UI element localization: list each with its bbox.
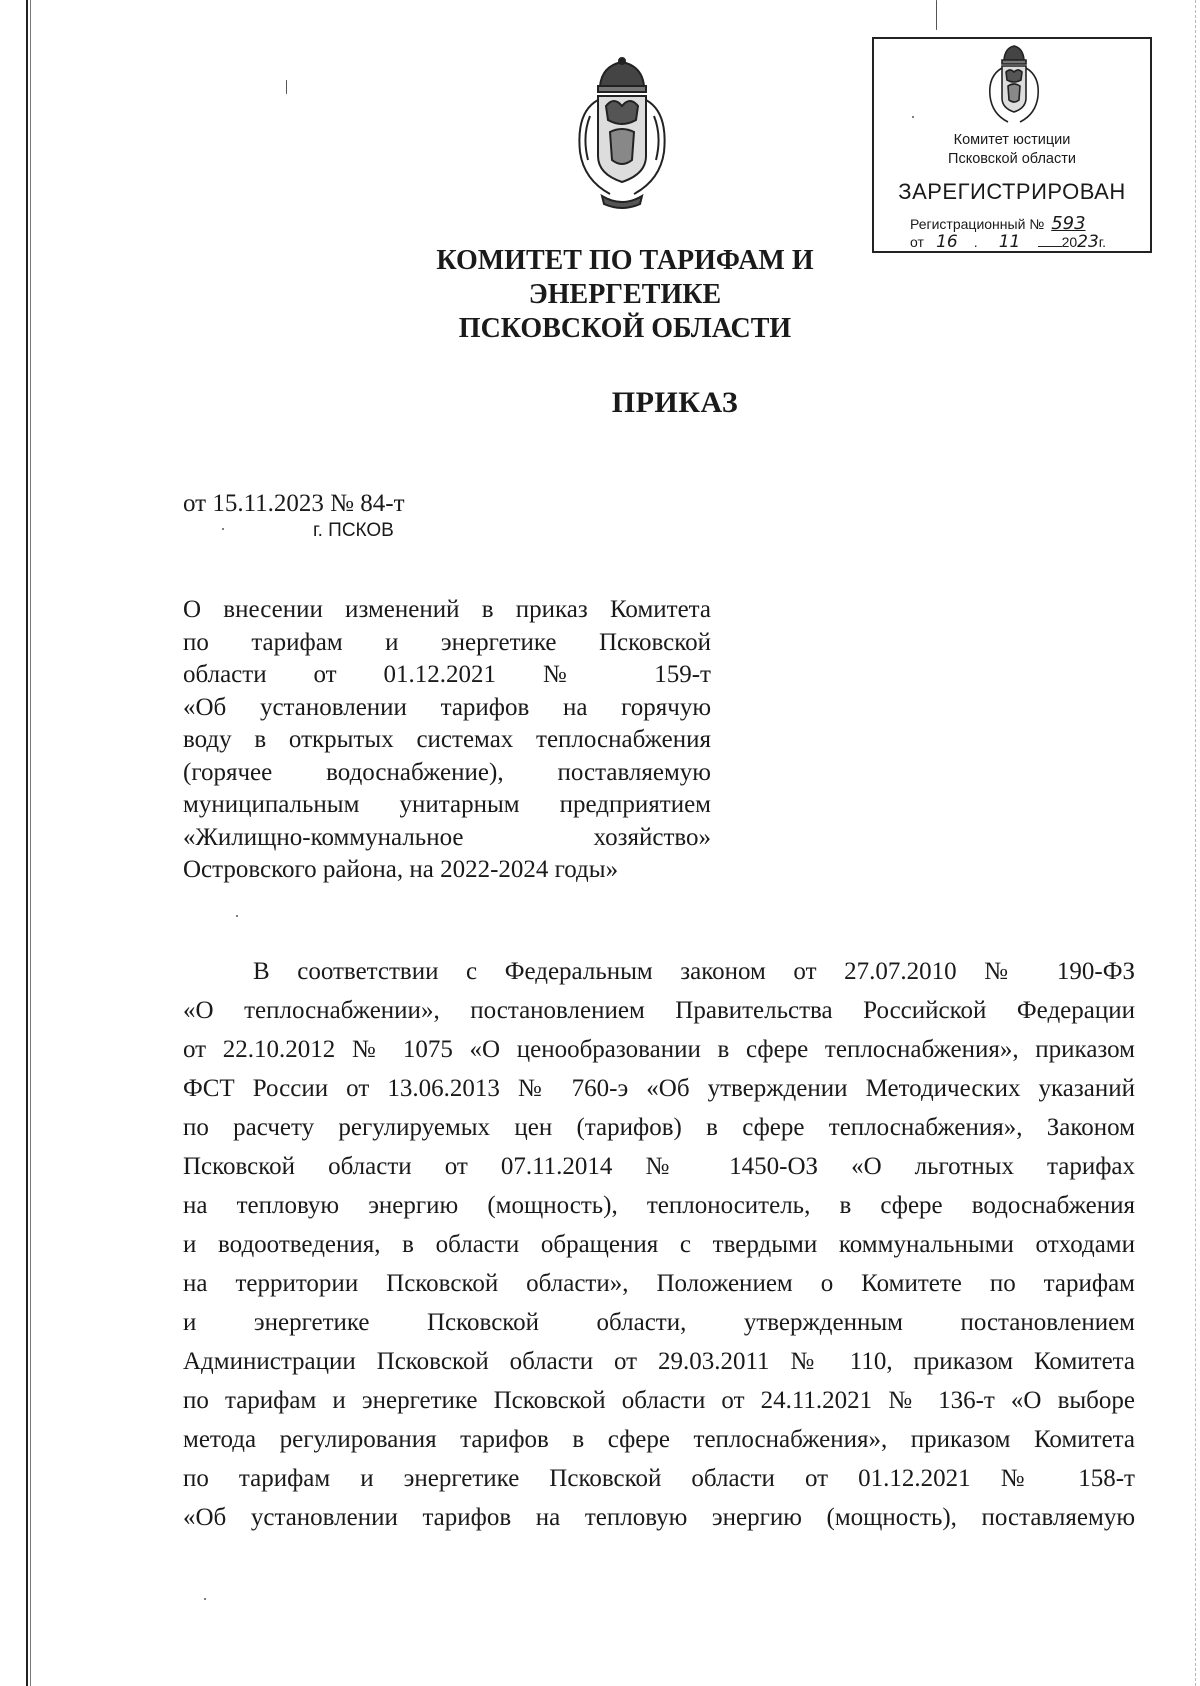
scan-speck (286, 80, 287, 94)
body-line: Администрации Псковской области от 29.03.2011 № 110, приказом Комитета (183, 1348, 1135, 1375)
stamp-reg-number-handwritten: 593 (1051, 213, 1086, 234)
stamp-date-year-prefix: 20 (1061, 234, 1078, 250)
body-line: от 22.10.2012 № 1075 «О ценообразовании в сфере теплоснабжения», приказом (183, 1036, 1135, 1063)
subject-line: (горячее водоснабжение), поставляемую (183, 758, 711, 786)
stamp-date-prefix: от (910, 234, 924, 250)
body-line: «Об установлении тарифов на тепловую энергию (мощность), поставляемую (183, 1504, 1135, 1531)
stamp-registration-number (910, 213, 1086, 234)
subject-line: «Об установлении тарифов на горячую (183, 693, 711, 721)
stamp-org-line-1: Комитет юстиции (953, 132, 1071, 148)
organization-line-2: ПСКОВСКОЙ ОБЛАСТИ (458, 313, 792, 344)
subject-line: муниципальным унитарным предприятием (183, 791, 711, 818)
scan-speck (222, 528, 224, 530)
subject-line: Островского района, на 2022-2024 годы» (183, 856, 619, 883)
body-line: и энергетике Псковской области, утвержденным постановлением (183, 1309, 1135, 1336)
scan-left-border-inner (30, 0, 31, 1686)
scan-speck (936, 0, 937, 30)
document-body (183, 952, 1135, 1537)
subject-line: «Жилищно-коммунальное хозяйство» (183, 823, 711, 851)
body-line: по тарифам и энергетике Псковской области от 01.12.2021 № 158-т (183, 1465, 1135, 1492)
body-line: «О теплоснабжении», постановлением Правительства Российской Федерации (183, 997, 1135, 1024)
registration-stamp (872, 37, 1152, 253)
coat-of-arms-emblem (562, 56, 682, 212)
subject-line: по тарифам и энергетике Псковской (183, 628, 711, 656)
stamp-date-suffix: г. (1098, 234, 1107, 250)
body-line: и водоотведения, в области обращения с твердыми коммунальными отходами (183, 1231, 1135, 1258)
stamp-date-month: 11 (998, 232, 1021, 252)
scan-left-border (26, 0, 28, 1686)
body-line: по расчету регулируемых цен (тарифов) в сфере теплоснабжения», Законом (183, 1114, 1135, 1141)
stamp-date: от 16 . 11 2023г. (910, 232, 1107, 252)
document-date-number: от 15.11.2023 № 84-т (183, 490, 405, 517)
stamp-date-year-suffix: 23 (1077, 232, 1099, 252)
document-city: г. ПСКОВ (313, 520, 394, 541)
scan-right-border (1194, 0, 1196, 1686)
scan-speck (204, 1598, 206, 1600)
stamp-date-day: 16 (936, 232, 958, 252)
organization-line-1: КОМИТЕТ ПО ТАРИФАМ И ЭНЕРГЕТИКЕ (436, 245, 814, 310)
body-line: Псковской области от 07.11.2014 № 1450-ОЗ «О льготных тарифах (183, 1153, 1135, 1180)
body-line: В соответствии с Федеральным законом от 27.07.2010 № 190-ФЗ (253, 958, 1135, 985)
stamp-reg-label: Регистрационный № (910, 216, 1045, 232)
stamp-org-line-2: Псковской области (948, 151, 1076, 167)
subject-line: воду в открытых системах теплоснабжения (183, 726, 711, 753)
body-line: по тарифам и энергетике Псковской области от 24.11.2021 № 136-т «О выборе (183, 1387, 1135, 1414)
body-line: на тепловую энергию (мощность), теплоноситель, в сфере водоснабжения (183, 1192, 1135, 1219)
scan-speck (236, 915, 238, 917)
body-line: на территории Псковской области», Положением о Комитете по тарифам (183, 1270, 1135, 1297)
issuing-organization (340, 244, 910, 346)
stamp-organization (874, 131, 1150, 169)
body-line: метода регулирования тарифов в сфере теплоснабжения», приказом Комитета (183, 1426, 1135, 1453)
document-type-title: ПРИКАЗ (611, 386, 739, 419)
document-subject (183, 594, 711, 887)
subject-line: области от 01.12.2021 № 159-т (183, 661, 711, 688)
subject-line: О внесении изменений в приказ Комитета (183, 596, 711, 623)
stamp-status: ЗАРЕГИСТРИРОВАН (898, 179, 1126, 204)
body-line: ФСТ России от 13.06.2013 № 760-э «Об утверждении Методических указаний (183, 1075, 1135, 1102)
stamp-coat-of-arms-icon (982, 44, 1046, 130)
